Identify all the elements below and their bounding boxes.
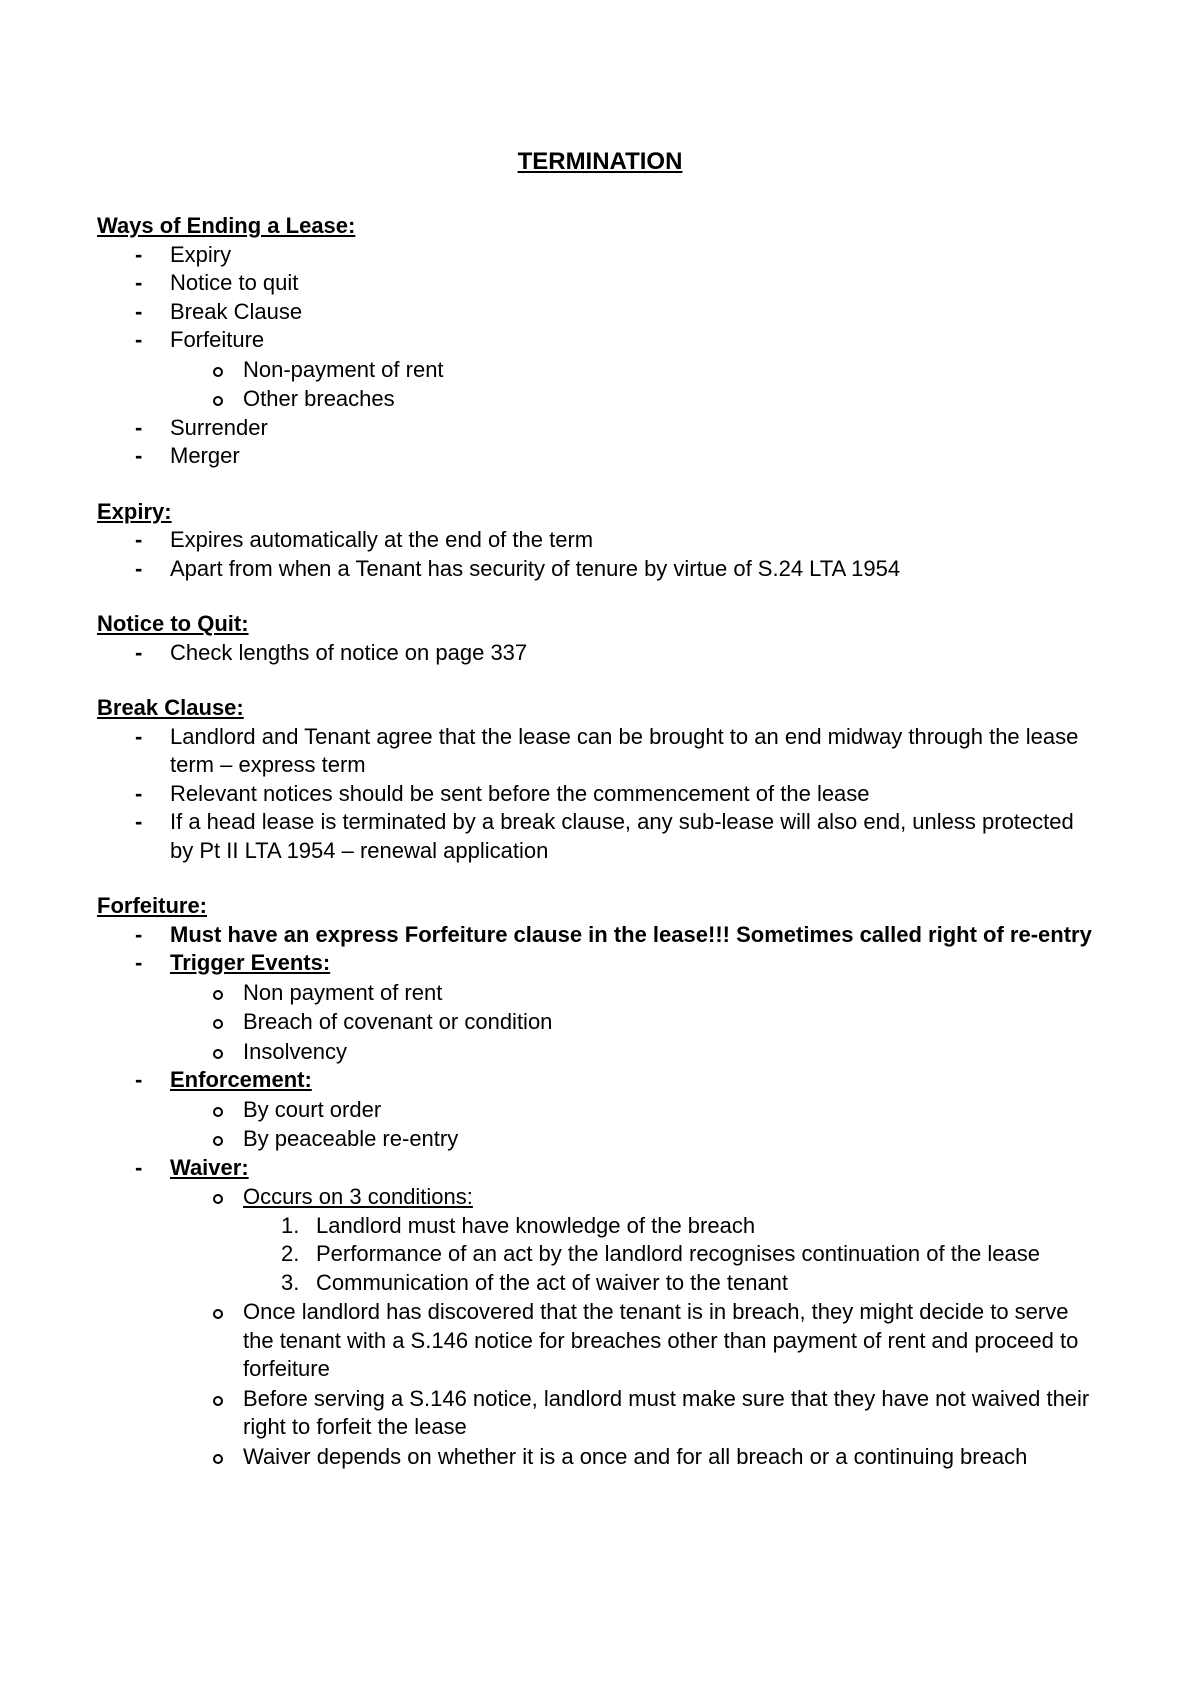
numbered-item — [97, 1240, 1097, 1269]
numbered-list — [243, 1212, 1097, 1298]
sub-list-item: Waiver depends on whether it is a once and for all breach or a continuing breach — [97, 1443, 1097, 1472]
section-break-clause — [97, 694, 1097, 865]
list-item-label: Forfeiture — [170, 327, 265, 352]
sub-list — [170, 979, 1097, 1067]
list-item: - Expires automatically at the end of the term — [97, 526, 1097, 555]
section-expiry — [97, 498, 1097, 584]
list-item: - Apart from when a Tenant has security of tenure by virtue of S.24 LTA 1954 — [97, 555, 1097, 584]
section-heading: Break Clause: — [97, 695, 244, 720]
sub-list — [170, 1183, 1097, 1471]
conditions-heading: Occurs on 3 conditions: — [243, 1184, 473, 1209]
section-notice-to-quit — [97, 610, 1097, 667]
list-item-trigger-events — [97, 949, 1097, 1066]
section-forfeiture — [97, 892, 1097, 1471]
numbered-item — [97, 1212, 1097, 1241]
sub-heading: Trigger Events: — [170, 950, 331, 975]
section-heading: Notice to Quit: — [97, 611, 249, 636]
sub-list-item: Breach of covenant or condition — [97, 1008, 1097, 1037]
section-heading: Expiry: — [97, 498, 172, 524]
sub-list — [170, 1096, 1097, 1154]
sub-list-item: Other breaches — [97, 385, 1097, 414]
list-item: - Landlord and Tenant agree that the lease can be brought to an end midway through the lease term – express term — [97, 723, 1097, 780]
list-item: - If a head lease is terminated by a break clause, any sub-lease will also end, unless protected by Pt II LTA 1954 – renewal application — [97, 808, 1097, 865]
sub-list-item: Non-payment of rent — [97, 356, 1097, 385]
bullet-list — [97, 241, 1097, 471]
list-item: - Break Clause — [97, 298, 1097, 327]
section-ways-of-ending — [97, 212, 1097, 471]
sub-list-item: Before serving a S.146 notice, landlord must make sure that they have not waived their right to forfeit the lease — [97, 1385, 1097, 1442]
list-item: - Notice to quit — [97, 269, 1097, 298]
list-item-enforcement — [97, 1066, 1097, 1154]
sub-list — [170, 356, 1097, 414]
list-item: - Expiry — [97, 241, 1097, 270]
sub-list-item: Once landlord has discovered that the tenant is in breach, they might decide to serve the tenant with a S.146 notice for breaches other than payment of rent and proceed to forfeiture — [97, 1298, 1097, 1384]
sub-list-item: By court order — [97, 1096, 1097, 1125]
sub-list-item: By peaceable re-entry — [97, 1125, 1097, 1154]
sub-list-item — [97, 1183, 1097, 1297]
list-item: - Surrender — [97, 414, 1097, 443]
sub-list-item: Non payment of rent — [97, 979, 1097, 1008]
list-item: - Check lengths of notice on page 337 — [97, 639, 1097, 668]
bullet-list — [97, 723, 1097, 866]
section-heading: Ways of Ending a Lease: — [97, 213, 356, 238]
list-item: - Relevant notices should be sent before the commencement of the lease — [97, 780, 1097, 809]
page-title: TERMINATION — [517, 148, 683, 175]
item-number: 1. — [281, 1212, 300, 1238]
item-text: Landlord must have knowledge of the breach — [316, 1212, 756, 1238]
item-number: 3. — [281, 1269, 300, 1295]
list-item-emphasis: - Must have an express Forfeiture clause in the lease!!! Sometimes called right of re-entry — [97, 921, 1097, 950]
sub-heading: Enforcement: — [170, 1067, 312, 1092]
item-text: Performance of an act by the landlord recognises continuation of the lease — [316, 1241, 1041, 1266]
list-item: - Merger — [97, 442, 1097, 471]
bullet-list — [97, 526, 1097, 583]
sub-list-item: Insolvency — [97, 1038, 1097, 1067]
numbered-item — [97, 1269, 1097, 1298]
item-text: Communication of the act of waiver to the tenant — [316, 1269, 789, 1295]
section-heading: Forfeiture: — [97, 893, 207, 918]
bullet-list — [97, 921, 1097, 1472]
list-item — [97, 326, 1097, 414]
list-item-waiver — [97, 1154, 1097, 1472]
document-body — [97, 212, 1097, 1498]
item-number: 2. — [281, 1241, 300, 1266]
bullet-list — [97, 639, 1097, 668]
sub-heading: Waiver: — [170, 1154, 249, 1180]
